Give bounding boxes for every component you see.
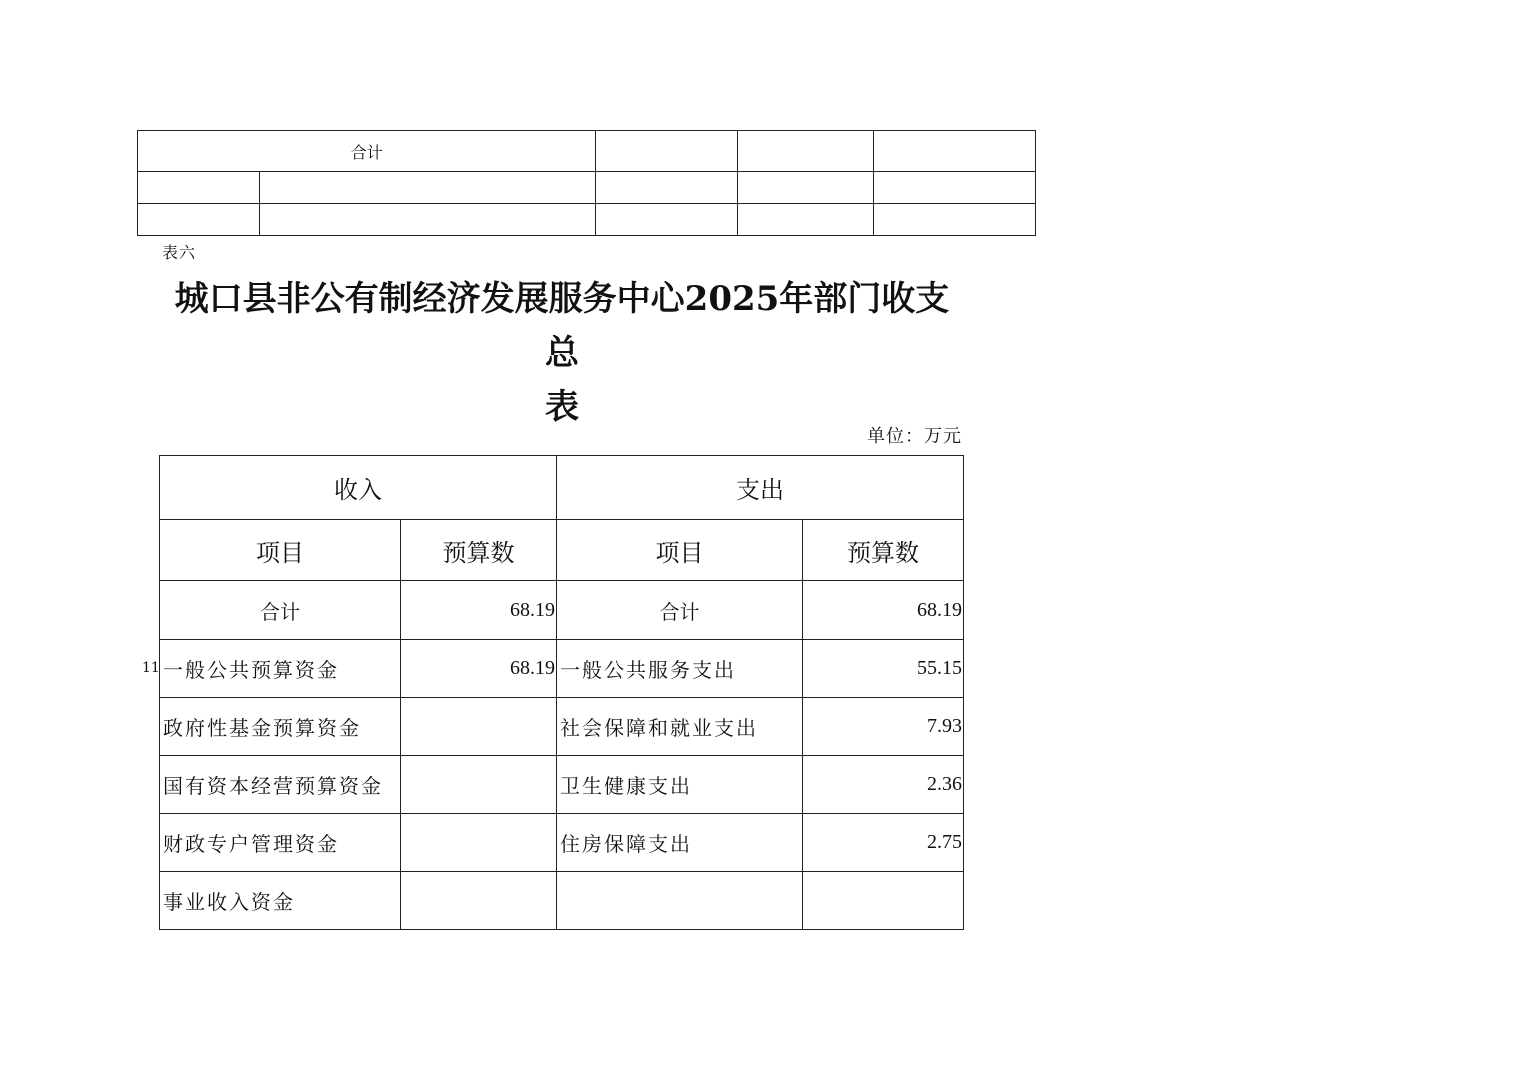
expense-item: 卫生健康支出 [557,756,803,814]
top-table-cell [874,204,1036,236]
income-value [401,698,557,756]
expense-header: 支出 [557,456,964,520]
income-item: 国有资本经营预算资金 [160,756,401,814]
income-budget-col-header: 预算数 [401,520,557,581]
top-table-cell [138,204,260,236]
top-table-cell [874,131,1036,172]
table-row [160,698,964,756]
income-item: 财政专户管理资金 [160,814,401,872]
top-table-cell [596,172,738,204]
top-table-cell [738,204,874,236]
top-table-cell [138,172,260,204]
income-value [401,814,557,872]
top-table-cell [259,204,596,236]
income-item: 政府性基金预算资金 [160,698,401,756]
unit-label: 单位：万元 [867,426,962,447]
expense-item [557,872,803,930]
budget-summary-table [159,455,964,930]
expense-value: 2.75 [803,814,964,872]
table-row [160,814,964,872]
table-number-label: 表六 [162,243,197,262]
document-title [160,272,964,434]
income-total-value: 68.19 [401,581,557,640]
top-table-cell [738,172,874,204]
income-header: 收入 [160,456,557,520]
expense-item: 一般公共服务支出 [557,640,803,698]
expense-value: 2.36 [803,756,964,814]
income-value: 68.19 [401,640,557,698]
table-row [160,756,964,814]
expense-item-col-header: 项目 [557,520,803,581]
previous-table-fragment [137,130,1036,236]
expense-value: 55.15 [803,640,964,698]
document-title-line1: 城口县非公有制经济发展服务中心2025年部门收支总 [174,279,950,373]
expense-item: 社会保障和就业支出 [557,698,803,756]
top-table-cell [259,172,596,204]
table-row [160,640,964,698]
income-value [401,756,557,814]
expense-budget-col-header: 预算数 [803,520,964,581]
income-item: 事业收入资金 [160,872,401,930]
income-item-col-header: 项目 [160,520,401,581]
income-value [401,872,557,930]
top-table-total-label: 合计 [138,131,596,172]
table-row [160,872,964,930]
expense-total-label: 合计 [557,581,803,640]
top-table-cell [738,131,874,172]
top-table-cell [596,131,738,172]
row-marker: 11 [142,660,160,676]
expense-value: 7.93 [803,698,964,756]
top-table-cell [596,204,738,236]
expense-total-value: 68.19 [803,581,964,640]
expense-value [803,872,964,930]
income-item: 一般公共预算资金 [160,640,401,698]
top-table-cell [874,172,1036,204]
document-title-line2: 表 [545,387,579,427]
income-total-label: 合计 [160,581,401,640]
expense-item: 住房保障支出 [557,814,803,872]
